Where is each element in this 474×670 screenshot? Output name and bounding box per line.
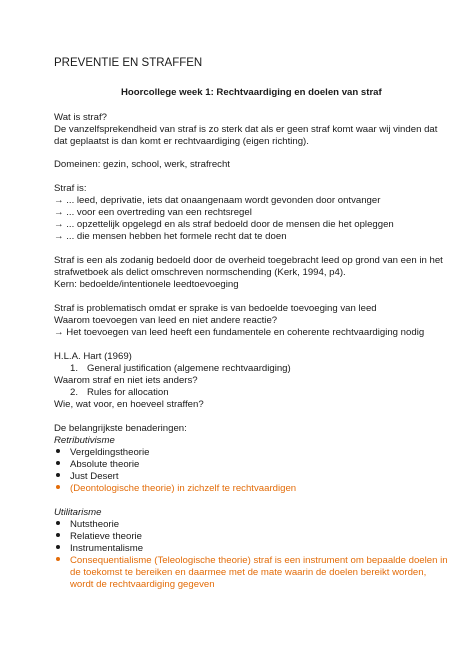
definition-line: strafwetboek als delict omschreven normschending (Kerk, 1994, p4). bbox=[54, 267, 346, 278]
problem-line: Waarom toevoegen van leed en niet andere reactie? bbox=[54, 315, 278, 326]
list-item: Just Desert bbox=[70, 471, 119, 482]
numbered-item: Rules for allocation bbox=[87, 387, 169, 398]
list-item: Relatieve theorie bbox=[70, 531, 142, 542]
question-line: Wie, wat voor, en hoeveel straffen? bbox=[54, 399, 204, 410]
list-item: Absolute theorie bbox=[70, 459, 140, 470]
bullet-icon bbox=[56, 461, 60, 465]
numbered-item: General justification (algemene rechtvaardiging) bbox=[87, 363, 291, 374]
bullet-icon bbox=[56, 473, 60, 477]
list-item-highlight: (Deontologische theorie) in zichzelf te rechtvaardigen bbox=[70, 483, 297, 494]
definition-core: Kern: bedoelde/intentionele leedtoevoeging bbox=[54, 279, 239, 290]
bullet-icon bbox=[56, 545, 60, 549]
domains-line: Domeinen: gezin, school, werk, strafrecht bbox=[54, 159, 230, 170]
bullet-icon bbox=[56, 485, 60, 489]
list-number: 1. bbox=[70, 363, 79, 374]
lecture-heading: Hoorcollege week 1: Rechtvaardiging en doelen van straf bbox=[121, 87, 382, 98]
page-title: PREVENTIE EN STRAFFEN bbox=[54, 57, 203, 69]
arrow-item: → ... leed, deprivatie, iets dat onaangenaam wordt gevonden door ontvanger bbox=[54, 195, 381, 206]
approaches-heading: De belangrijkste benaderingen: bbox=[54, 423, 187, 434]
list-number: 2. bbox=[70, 387, 79, 398]
list-item: Instrumentalisme bbox=[70, 543, 144, 554]
list-item: Vergeldingstheorie bbox=[70, 447, 150, 458]
hart-reference: H.L.A. Hart (1969) bbox=[54, 351, 132, 362]
arrow-item: → ... die mensen hebben het formele recht dat te doen bbox=[54, 231, 287, 242]
bullet-icon bbox=[56, 533, 60, 537]
problem-line: Straf is problematisch omdat er sprake is van bedoelde toevoeging van leed bbox=[54, 303, 377, 314]
straf-is-label: Straf is: bbox=[54, 183, 87, 194]
question-line: Waarom straf en niet iets anders? bbox=[54, 375, 198, 386]
utilitarianism-heading: Utilitarisme bbox=[54, 507, 102, 518]
question-what-is-punishment: Wat is straf? bbox=[54, 112, 107, 123]
arrow-item: → ... opzettelijk opgelegd en als straf bedoeld door de mensen die het opleggen bbox=[54, 219, 394, 230]
paragraph-line: De vanzelfsprekendheid van straf is zo sterk dat als er geen straf komt waar wij vinden dat bbox=[54, 124, 438, 135]
problem-line: → Het toevoegen van leed heeft een fundamentele en coherente rechtvaardiging nodig bbox=[54, 327, 425, 338]
paragraph-line: dat geplaatst is dan komt er rechtvaardiging (eigen richting). bbox=[54, 136, 309, 147]
list-item-highlight: Consequentialisme (Teleologische theorie) straf is een instrument om bepaalde doelen in bbox=[70, 555, 448, 566]
arrow-item: → ... voor een overtreding van een rechtsregel bbox=[54, 207, 252, 218]
definition-line: Straf is een als zodanig bedoeld door de overheid toegebracht leed op grond van een in het bbox=[54, 255, 443, 266]
list-item: Nutstheorie bbox=[70, 519, 120, 530]
bullet-icon bbox=[56, 557, 60, 561]
retributivism-heading: Retributivisme bbox=[54, 435, 115, 446]
list-item-highlight: wordt de rechtvaardiging gegeven bbox=[70, 579, 215, 590]
bullet-icon bbox=[56, 521, 60, 525]
bullet-icon bbox=[56, 449, 60, 453]
list-item-highlight: de toekomst te bereiken en daarmee met de mate waarin de doelen bereikt worden, bbox=[70, 567, 427, 578]
